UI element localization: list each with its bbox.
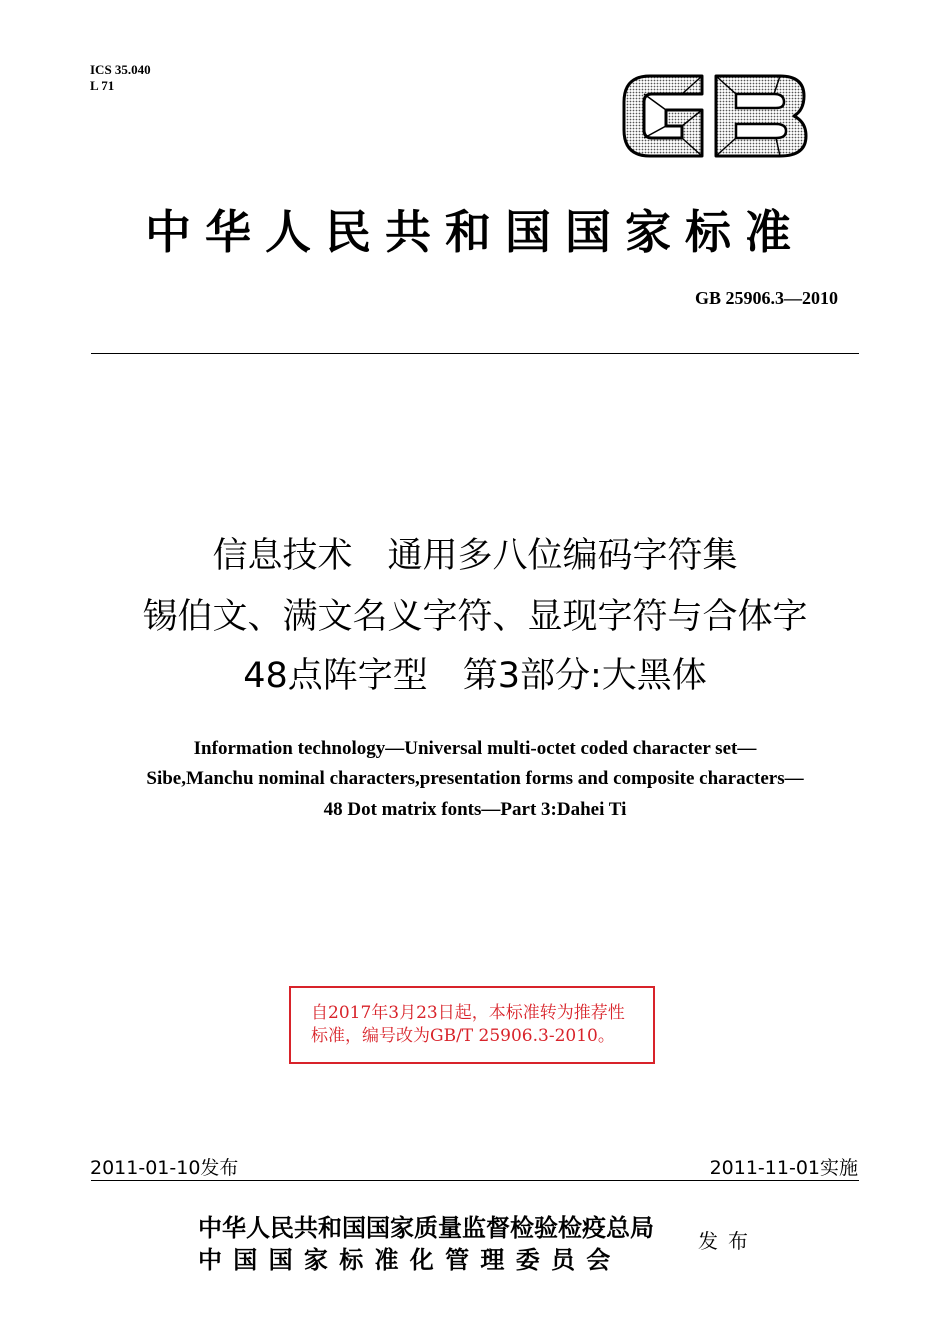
chinese-title-line-1: 信息技术 通用多八位编码字符集 [212, 536, 738, 576]
english-title-line-1: Information technology—Universal multi-octet coded character set— [193, 738, 757, 759]
standard-number: GB 25906.3—2010 [694, 288, 838, 308]
chinese-title-line-3: 48点阵字型 第3部分:大黑体 [243, 656, 707, 696]
implementation-date: 2011-11-01实施 [709, 1157, 858, 1179]
ics-classification [90, 62, 151, 94]
ccs-code: L 71 [90, 78, 115, 93]
publish-label: 发布 [698, 1229, 758, 1253]
ics-code: ICS 35.040 [90, 62, 151, 77]
issuer-aqsiq: 中华人民共和国国家质量监督检验检疫总局 [198, 1213, 654, 1242]
chinese-title-line-2: 锡伯文、满文名义字符、显现字符与合体字 [142, 597, 808, 637]
header-divider [91, 353, 859, 354]
gb-logo [620, 70, 810, 162]
english-title-line-2: Sibe,Manchu nominal characters,presentation forms and composite characters— [146, 768, 804, 789]
footer-divider [91, 1180, 859, 1181]
english-title-line-3: 48 Dot matrix fonts—Part 3:Dahei Ti [323, 799, 627, 820]
notice-line-1: 自2017年3月23日起，本标准转为推荐性 [311, 1003, 625, 1023]
gb-logo-graphic [620, 70, 810, 162]
status-notice-box [289, 986, 655, 1064]
issue-date: 2011-01-10发布 [90, 1157, 239, 1179]
notice-line-2: 标准，编号改为GB/T 25906.3-2010。 [311, 1026, 615, 1046]
national-standard-title: 中华人民共和国国家标准 [145, 205, 805, 259]
issuer-sac: 中国国家标准化管理委员会 [198, 1245, 622, 1274]
